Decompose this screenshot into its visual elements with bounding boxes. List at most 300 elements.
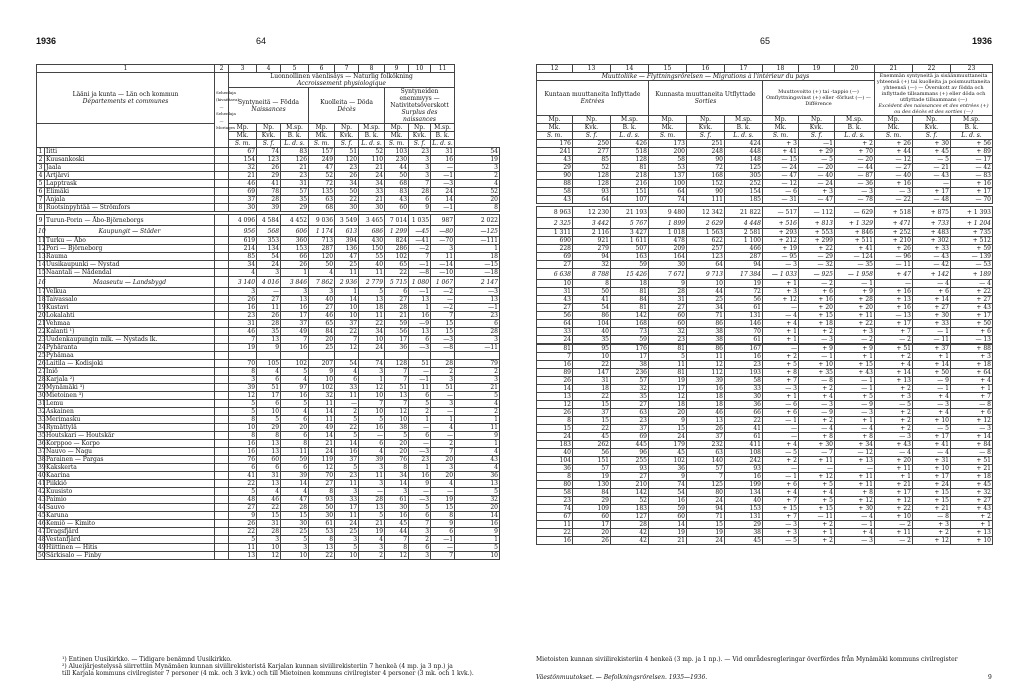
data-cell: 95 [573,345,611,353]
data-cell: + 1 [799,529,835,537]
data-cell: 3 [409,172,431,180]
data-cell: 21 [649,537,687,545]
data-cell: 249 [309,156,335,164]
data-cell: 33 [335,496,359,504]
table-row [537,361,993,369]
data-cell: 74 [359,360,385,368]
data-cell: 24 [359,172,385,180]
data-cell: + 7 [763,513,799,521]
data-cell: 9 [309,368,335,376]
data-cell: 19 [649,529,687,537]
data-cell: 152 [687,180,725,188]
data-cell: 8 [431,512,455,520]
data-cell: + 15 [913,497,951,505]
data-cell: 63 [687,449,725,457]
data-cell: 28 [257,528,281,536]
data-cell: 41 [725,425,763,433]
col-number: 19 [799,65,835,73]
data-cell: + 2 [875,417,913,425]
data-cell: 176 [611,345,649,353]
sex-header: B. k. [431,132,455,140]
data-cell: 12 [649,393,687,401]
data-cell: 22 [229,528,257,536]
data-cell: 5 [257,416,281,424]
data-cell: + 16 [799,296,835,304]
marriages-cell [215,520,229,528]
data-cell: — 35 [835,261,875,269]
data-cell: 22 [335,424,359,432]
data-cell: + 16 [875,288,913,296]
data-cell: — 5 [799,156,835,164]
data-cell: + 29 [799,148,835,156]
data-cell: 4 [359,448,385,456]
data-cell: —9 [409,320,431,328]
data-cell: + 11 [835,473,875,481]
data-cell: + 3 [763,529,799,537]
data-cell: 9 [257,344,281,352]
data-cell: + 47 [875,269,913,280]
data-cell: 64 [687,261,725,269]
data-cell: 5 [359,288,385,296]
data-cell [335,352,359,360]
natural-increase-sub: Accroissement physiologique [297,80,386,87]
data-cell: 12 [385,408,409,416]
data-cell: 134 [725,489,763,497]
data-cell: + 1 [763,280,799,288]
municipality-name: Kustavi [45,304,215,312]
data-cell: 9 [409,204,431,212]
data-cell: 10 [359,408,385,416]
data-cell: 47 [281,496,309,504]
data-cell: + 13 [951,529,993,537]
data-cell: 28 [281,504,309,512]
data-cell: + 3 [875,393,913,401]
data-cell: 4 [281,408,309,416]
data-cell: 22 [385,269,409,277]
data-cell: 1 311 [537,229,573,237]
data-cell: 59 [611,336,649,344]
data-cell: 2 936 [335,277,359,288]
data-cell: 130 [573,481,611,489]
data-cell: + 30 [835,505,875,513]
data-cell: — 1 [835,521,875,529]
col-number: 11 [431,65,455,73]
data-cell: + 14 [951,433,993,441]
table-row [37,424,500,432]
data-cell: 26 [229,520,257,528]
data-cell: 11 [455,424,500,432]
data-cell: 28 [409,188,431,196]
data-cell: 1 [455,416,500,424]
data-cell: 52 [611,497,649,505]
marriages-cell [215,536,229,544]
data-cell: 34 [687,304,725,312]
data-cell: 23 [409,148,431,156]
data-cell: — 7 [799,449,835,457]
data-cell: 30 [385,504,409,512]
data-cell: 50 [309,261,335,269]
data-cell: 89 [537,369,573,377]
data-cell: 93 [573,188,611,196]
data-cell: 252 [725,180,763,188]
sex-header: Mk. [537,124,573,132]
municipality-name: Iniö [45,368,215,376]
sex-header: M.sp. [835,116,875,124]
data-cell: 24 [359,344,385,352]
marriages-cell [215,464,229,472]
data-cell: 31 [537,288,573,296]
marriages-cell [215,416,229,424]
data-cell: — 36 [835,180,875,188]
data-cell: 16 [409,472,431,480]
data-cell: 125 [725,164,763,172]
data-cell: + 12 [875,497,913,505]
municipality-name: Paimio [45,496,215,504]
data-cell: + 4 [799,393,835,401]
migration-label-fr: Sorties [694,98,717,105]
data-cell: 1 899 [649,218,687,229]
data-cell: + 18 [951,361,993,369]
data-cell: 19 [359,528,385,536]
data-cell: — 8 [799,377,835,385]
data-cell: + 17 [913,473,951,481]
table-row [37,416,500,424]
table-row [537,156,993,164]
data-cell: — 9 [799,409,835,417]
data-cell: + 59 [951,245,993,253]
data-cell [309,352,335,360]
data-cell: 7 [359,400,385,408]
section-title: Maaseutu — Landsbygd [45,277,215,288]
data-cell: 110 [359,156,385,164]
row-index: 22 [38,328,46,335]
data-cell: 16 [281,304,309,312]
municipality-name: Iitti [45,148,215,156]
difference-header: Muuttovoitto (+) tai -tappio (—) Omflyttningsvinst (+) eller -förlust (—) — Différence [763,81,875,116]
sex-header: L. d. s. [281,140,309,148]
data-cell: + 3 [763,288,799,296]
marriages-cell [215,336,229,344]
data-cell: 47 [335,253,359,261]
row-index: 35 [38,432,46,439]
data-cell: 61 [725,336,763,344]
data-cell: 3 [409,552,431,560]
data-cell: — 53 [951,261,993,269]
data-cell: + 1 [835,353,875,361]
data-cell: 94 [573,253,611,261]
data-cell: + 30 [913,312,951,320]
data-cell: 31 [281,180,309,188]
col-number: 3 [229,65,257,73]
data-cell: + 252 [875,229,913,237]
municipality-name: Houtskari — Houtskär [45,432,215,440]
data-cell: 216 [611,180,649,188]
data-cell: 27 [537,261,573,269]
data-cell: 81 [537,345,573,353]
data-cell: — 8 [913,513,951,521]
data-cell: 25 [309,344,335,352]
data-cell: —1 [431,204,455,212]
data-cell: 3 [229,288,257,296]
data-cell: 507 [611,245,649,253]
data-cell: — [763,425,799,433]
data-cell: 4 [229,269,257,277]
data-cell: 13 [257,480,281,488]
data-cell: 2 147 [455,277,500,288]
data-cell: 32 [649,328,687,336]
data-cell: 109 [573,505,611,513]
data-cell: 74 [649,481,687,489]
data-cell: — 27 [875,164,913,172]
marriages-cell [215,320,229,328]
data-cell [431,352,455,360]
data-cell: 38 [725,529,763,537]
surplus-header [385,88,455,124]
data-cell: + 32 [951,489,993,497]
data-cell: — 3 [835,537,875,545]
sex-header: Kvk. [913,124,951,132]
data-cell: 134 [257,245,281,253]
data-cell: 81 [649,345,687,353]
row-index: 38 [38,456,46,463]
data-cell: + 2 [875,409,913,417]
table-row [37,408,500,416]
data-cell: —80 [431,226,455,237]
data-cell: — 2 [875,521,913,529]
data-cell: 27 [649,304,687,312]
data-cell: — [257,288,281,296]
data-cell: 108 [725,449,763,457]
data-cell: 18 [611,280,649,288]
data-cell: —2 [431,288,455,296]
table-row [37,504,500,512]
marriages-cell [215,392,229,400]
deaths-label: Kuolleita — Döda [320,98,373,106]
data-cell: + 20 [835,304,875,312]
data-cell: 3 465 [359,215,385,226]
sex-header: Kvk. [257,132,281,140]
col-number: 6 [309,65,335,73]
left-page-number: 64 [256,36,267,46]
data-cell: —2 [431,304,455,312]
table-row [37,456,500,464]
municipality-name: Taivassalo [45,296,215,304]
data-cell: 230 [385,156,409,164]
data-cell: — 9 [835,401,875,409]
data-cell: 21 822 [725,207,763,218]
marriages-cell [215,304,229,312]
data-cell: — [763,433,799,441]
table-row [37,320,500,328]
table-row [37,328,500,336]
data-cell: 43 [537,156,573,164]
data-cell: 5 [385,432,409,440]
data-cell: 1 067 [431,277,455,288]
table-row [37,480,500,488]
row-index: 4 [37,172,45,180]
table-row [37,277,500,288]
data-cell: 22 [229,480,257,488]
sex-header: Kvk. [687,124,725,132]
data-cell: 52 [455,188,500,196]
data-cell: — 47 [799,196,835,204]
sex-header: Np. [409,124,431,132]
footnote-3: till Karjala kommuns civilregister 7 personer (4 mk. och 3 kvk.) och till Mietoinen kommuns civilregister 4 personer (3 mk. och 1 kvk.). [62,670,474,677]
data-cell: 51 [431,384,455,392]
data-cell: 69 [611,433,649,441]
data-cell: — 24 [799,180,835,188]
data-cell: + 41 [763,148,799,156]
col-number: 12 [537,65,573,73]
row-index: 48 [38,536,46,543]
sex-header: S. m. [763,132,799,140]
data-cell: 3 [281,544,309,552]
data-cell: — 8 [951,401,993,409]
row-index: 27 [38,368,46,375]
marriages-cell [215,204,229,212]
data-cell: + 846 [835,229,875,237]
data-cell: + 189 [951,269,993,280]
data-cell: 16 [687,385,725,393]
table-row [537,269,993,280]
data-cell: 26 [537,377,573,385]
data-cell: 8 [537,473,573,481]
data-cell: 54 [649,489,687,497]
births-label: Syntyneitä — Födda [238,98,300,106]
data-cell: 50 [309,504,335,512]
data-cell: + 20 [875,457,913,465]
marriages-cell [215,472,229,480]
data-cell: 18 [359,304,385,312]
data-cell: 51 [257,384,281,392]
data-cell: 22 [573,425,611,433]
data-cell: 70 [725,328,763,336]
data-cell: 68 [385,180,409,188]
data-cell: 17 [281,312,309,320]
table-row [537,497,993,505]
data-cell: 27 [611,401,649,409]
col-number: 18 [763,65,799,73]
data-cell: + 483 [913,229,951,237]
data-cell: 16 [229,304,257,312]
data-cell: + 17 [951,312,993,320]
data-cell: 81 [649,369,687,377]
data-cell: — 24 [763,164,799,172]
data-cell: — 11 [875,261,913,269]
data-cell: 26 [257,164,281,172]
data-cell: 7 [281,336,309,344]
data-cell: 48 [229,496,257,504]
data-cell: 3 427 [611,229,649,237]
data-cell: 31 [573,377,611,385]
data-cell: + 89 [951,148,993,156]
data-cell: — 1 [913,385,951,393]
sex-header: S. f. [257,140,281,148]
municipality-name: Askainen [45,408,215,416]
row-index: 12 [38,245,46,252]
data-cell: + 1 [763,336,799,344]
data-cell: 24 [687,497,725,505]
data-cell: — 4 [835,425,875,433]
data-cell: — 1 [913,328,951,336]
data-cell: 51 [385,384,409,392]
sex-header: Mp. [537,116,573,124]
data-cell: — 1 [835,280,875,288]
table-row [537,336,993,344]
table-row [37,164,500,172]
data-cell: 4 [431,480,455,488]
data-cell: 30 [335,204,359,212]
data-cell: 15 [431,504,455,512]
sex-header: Kvk. [409,132,431,140]
table-row [537,296,993,304]
data-cell: + 9 [835,345,875,353]
row-index: 31 [38,400,46,407]
data-cell: 426 [611,140,649,148]
sex-header: S. f. [913,132,951,140]
data-cell: 11 [359,472,385,480]
data-cell: 22 [725,417,763,425]
data-cell: 39 [359,456,385,464]
data-cell: — 42 [951,164,993,172]
sex-header: B. k. [951,124,993,132]
data-cell: + 56 [951,140,993,148]
data-cell: + 4 [913,393,951,401]
data-cell: 59 [281,456,309,464]
marriages-cell [215,368,229,376]
data-cell: + 8 [763,369,799,377]
data-cell: 199 [725,481,763,489]
table-row [37,188,500,196]
row-index: 37 [38,448,46,455]
data-cell: 6 [385,288,409,296]
data-cell: 85 [229,253,257,261]
data-cell [409,352,431,360]
table-row [37,312,500,320]
data-cell: 7 [385,536,409,544]
data-cell: 36 [455,472,500,480]
data-cell: + 17 [913,433,951,441]
data-cell: 33 [359,188,385,196]
data-cell: 23 [335,164,359,172]
data-cell: — 5 [763,449,799,457]
data-cell: 23 [409,456,431,464]
data-cell: + 30 [913,140,951,148]
data-cell: + 3 [835,328,875,336]
data-cell: + 210 [875,237,913,245]
data-cell: + 12 [799,473,835,481]
table-row [37,237,500,245]
data-cell: 125 [687,481,725,489]
data-cell: 305 [725,172,763,180]
data-cell: 29 [257,172,281,180]
sex-header: S. f. [799,132,835,140]
data-cell: 85 [573,156,611,164]
data-cell: — 13 [951,336,993,344]
data-cell: + 41 [913,441,951,449]
data-cell: 18 [687,401,725,409]
data-cell: 30 [725,393,763,401]
data-cell: 10 [257,408,281,416]
data-cell: 23 [335,472,359,480]
data-cell: 20 [385,440,409,448]
footnote-1: ¹) Entinen Uusikirkko. — Tidigare benämnd Uusikirkko. [62,656,232,663]
data-cell: 93 [309,496,335,504]
data-cell: — 3 [763,261,799,269]
data-cell: + 7 [763,497,799,505]
data-cell: — [431,392,455,400]
row-index: 40 [38,472,46,479]
